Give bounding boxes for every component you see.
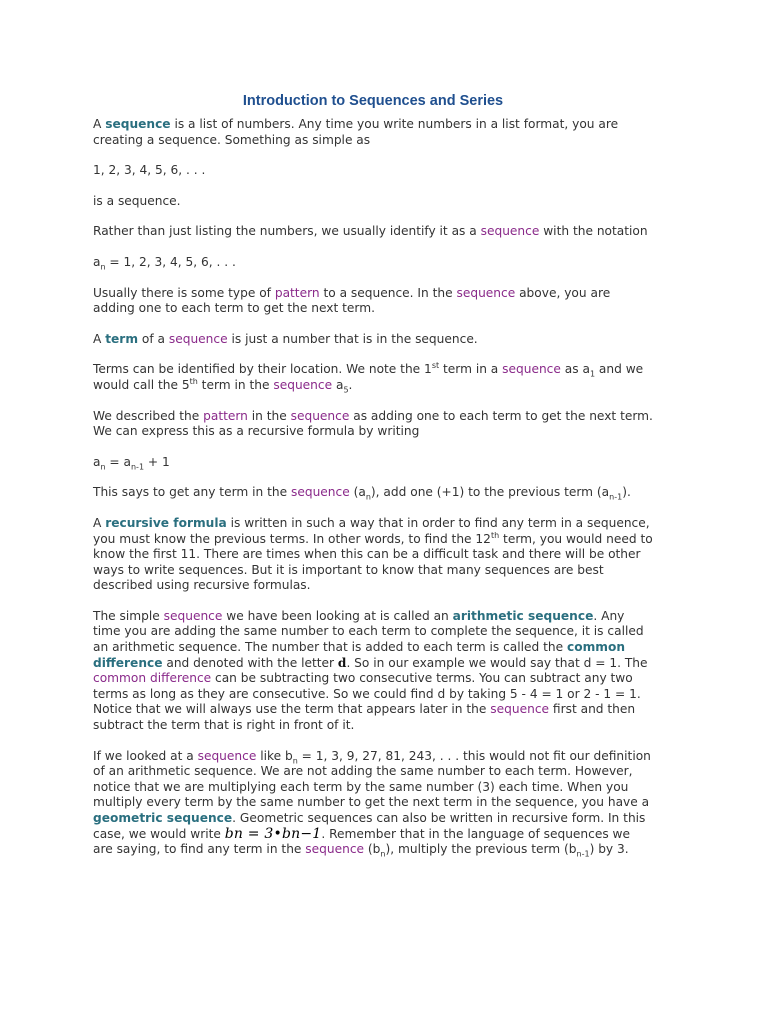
text: as a (560, 362, 590, 377)
text: above, you are adding one to each term to get the next term. (93, 285, 611, 316)
text: = 1, 2, 3, 4, 5, 6, . . . (105, 254, 236, 269)
text: and we would call the 5 (93, 362, 644, 392)
link-sequence[interactable]: sequence (168, 331, 228, 346)
paragraph-term-location (93, 362, 653, 393)
paragraph-recursive-explain (93, 485, 653, 501)
text: If we looked at a (93, 748, 198, 763)
subscript: n (365, 492, 371, 502)
paragraph-definition (93, 117, 653, 148)
keyword-recursive-formula: recursive formula (105, 515, 227, 530)
text: to a sequence. In the (319, 285, 457, 300)
subscript: n (100, 262, 106, 272)
text: a (93, 254, 101, 269)
text: . (348, 377, 353, 392)
text: in the (247, 408, 291, 423)
keyword-geometric-sequence: geometric sequence (93, 811, 233, 825)
link-pattern[interactable]: pattern (274, 285, 320, 300)
link-sequence[interactable]: sequence (290, 408, 350, 423)
text: is written in such a way that in order to find any term in a sequence, you must know the previous terms. In other words, to find the 12 (93, 515, 650, 546)
subscript: n (380, 849, 386, 859)
link-sequence[interactable]: sequence (490, 702, 550, 717)
text: can be subtracting two consecutive terms. You can subtract any two terms as long as they are consecutive. So we could find d by taking 5 - 4 = 1 or 2 - 1 = 1. Notice that we will always use the term that appears later in the (93, 671, 641, 717)
keyword-d: d (337, 655, 347, 670)
link-sequence[interactable]: sequence (291, 485, 350, 500)
paragraph-term (93, 332, 653, 348)
text: A (93, 331, 106, 346)
paragraph-recursive-definition (93, 516, 653, 594)
subscript: n (100, 462, 106, 472)
text: (b (364, 842, 381, 857)
text: as adding one to each term to get the next term. We can express this as a recursive formula by writing (93, 408, 653, 439)
paragraph-recursive-formula (93, 455, 653, 471)
text: + 1 (144, 454, 170, 469)
keyword-sequence: sequence (105, 117, 171, 131)
subscript: 5 (343, 385, 349, 395)
paragraph-example: 1, 2, 3, 4, 5, 6, . . . (93, 163, 206, 178)
subscript: n-1 (576, 849, 590, 859)
keyword-common-difference: common difference (93, 640, 626, 670)
paragraph-recursive-intro (93, 409, 653, 440)
text: and denoted with the letter (162, 655, 338, 670)
superscript: th (189, 376, 198, 386)
subscript: n-1 (609, 492, 623, 502)
text: is a list of numbers. Any time you write numbers in a list format, you are creating a sequence. Something as simple as (93, 117, 619, 147)
text: . Geometric sequences can also be written in recursive form. In this case, we would write (93, 811, 646, 841)
text: A (93, 117, 106, 131)
formula-image: bn = 3•bn−1 (224, 825, 322, 842)
paragraph-arithmetic (93, 609, 653, 734)
link-common-difference[interactable]: common difference (93, 671, 212, 686)
text: term in the (197, 377, 274, 392)
text: a (93, 454, 101, 469)
text: Usually there is some type of (93, 285, 275, 300)
text: ) by 3. (589, 842, 629, 857)
text: of a (138, 331, 169, 346)
text: The simple (93, 608, 164, 623)
text: . So in our example we would say that d = 1. The (346, 655, 648, 670)
keyword-arithmetic-sequence: arithmetic sequence (452, 608, 594, 623)
text: ), multiply the previous term (b (385, 842, 577, 857)
link-pattern[interactable]: pattern (203, 408, 248, 423)
link-sequence[interactable]: sequence (305, 842, 365, 857)
link-sequence[interactable]: sequence (273, 377, 333, 392)
paragraph-an-notation (93, 255, 653, 271)
text: (a (349, 485, 366, 500)
subscript: 1 (589, 369, 596, 379)
text: . Remember that in the language of sequences we are saying, to find any term in the (93, 826, 631, 857)
text: with the notation (539, 224, 648, 239)
link-sequence[interactable]: sequence (480, 224, 540, 239)
subscript: n (292, 756, 298, 766)
text: ). (622, 485, 631, 500)
text: ), add one (+1) to the previous term (a (370, 485, 610, 500)
superscript: th (490, 530, 500, 540)
paragraph-pattern (93, 286, 653, 317)
text: Rather than just listing the numbers, we usually identify it as a (93, 224, 481, 239)
text: We described the (93, 408, 204, 423)
link-sequence[interactable]: sequence (197, 748, 257, 763)
text: = 1, 3, 9, 27, 81, 243, . . . this would not fit our definition of an arithmetic sequence. We are not adding the same number to each term. However, notice that we are multiplying each term by the same number (3) each time. When you multiply every term by the same number to get the next term in the sequence, you have a (93, 748, 651, 810)
text: A (93, 515, 106, 530)
link-sequence[interactable]: sequence (163, 608, 223, 623)
text: is just a number that is in the sequence. (227, 331, 478, 346)
document-page (93, 92, 653, 873)
text: first and then subtract the term that is right in front of it. (93, 702, 636, 733)
text: we have been looking at is called an (222, 608, 453, 623)
paragraph-is-sequence: is a sequence. (93, 193, 181, 208)
paragraph-geometric (93, 749, 653, 858)
text: = a (105, 454, 131, 469)
text: Terms can be identified by their location. We note the 1 (93, 362, 432, 377)
superscript: st (431, 361, 440, 371)
paragraph-notation (93, 224, 653, 240)
link-sequence[interactable]: sequence (456, 285, 516, 300)
link-sequence[interactable]: sequence (502, 362, 561, 377)
page-title: Introduction to Sequences and Series (242, 93, 504, 109)
keyword-term: term (105, 331, 139, 346)
text: like b (256, 748, 293, 763)
subscript: n-1 (130, 462, 145, 472)
text: term in a (439, 362, 503, 377)
text: . Any time you are adding the same number to each term to complete the sequence, it is called an arithmetic sequence. The number that is added to each term is called the (93, 608, 644, 655)
text: a (332, 377, 344, 392)
text: term, you would need to know the first 11. There are times when this can be a difficult task and there will be other ways to write sequences. But it is important to know that many sequences are best described using recursive formulas. (93, 531, 653, 593)
text: This says to get any term in the (93, 485, 291, 500)
